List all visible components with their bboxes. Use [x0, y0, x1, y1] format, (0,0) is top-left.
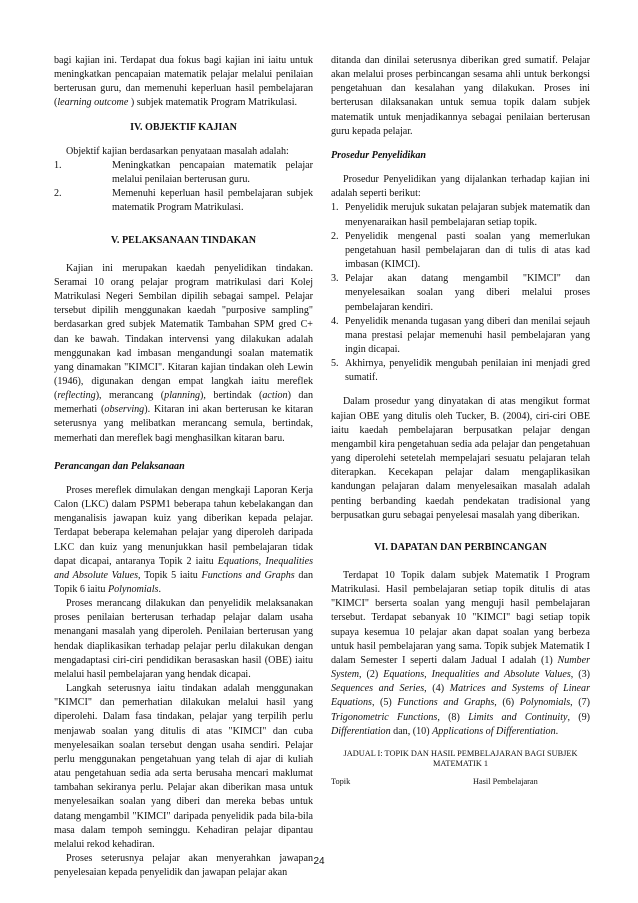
list-item-number: 5.: [331, 358, 339, 370]
list-item-text: Penyelidik merujuk sukatan pelajaran subjek matematik dan menyenaraikan hasil pembelajaran setiap topik.: [345, 202, 590, 228]
prosedur-list: [331, 201, 590, 385]
prosedur-discussion: Dalam prosedur yang dinyatakan di atas mengikut format kajian OBE yang ditulis oleh Tucker, B. (2004), ciri-ciri OBE iaitu kaedah pembelajaran berpusatkan pelajar dengan mengambil kira pengetahuan sedia ada pelajar dan pengetahuan yang diperolehi setetelah mempelajari sesuatu pelajaran telah diterapkan. Kecekapan pelajar dalam mengaplikasikan kandungan pelajaran dalam menyelesaikan masalah adalah penting berbanding kaedah pendekatan tradisional yang berpusatkan guru sebagai penyelesai masalah yang diberikan.: [331, 396, 590, 521]
objektif-intro: Objektif kajian berdasarkan penyataan masalah adalah:: [66, 145, 289, 157]
table-header-row: [331, 775, 590, 789]
subheading-prosedur: Prosedur Penyelidikan: [331, 149, 427, 161]
list-item: [331, 230, 590, 272]
table-header-hasil: Hasil Pembelajaran: [473, 776, 538, 786]
objektif-list: [54, 159, 313, 216]
list-item-text: Penyelidik menanda tugasan yang diberi dan menilai sejauh mana prestasi pelajar memenuhi hasil pembelajaran yang ingin dicapai.: [345, 315, 590, 355]
list-item: [331, 272, 590, 314]
perancangan-paragraph-1: Proses mereflek dimulakan dengan mengkaji Laporan Kerja Calon (LKC) dalam PSPM1 beberapa tahun kebelakangan dan menganalisis jawapan kuiz yang diberikan kepada pelajar. Terdapat beberapa kelemahan pelajar yang diperoleh daripada LKC dan kuiz yang menunjukkan hasil pembelajaran tidak dapat dicapai, antaranya Topik 2 iaitu Equations, Inequalities and Absolute Values, Topik 5 iaitu Functions and Graphs dan Topik 6 iaitu Polynomials.: [54, 484, 314, 595]
list-item-number: 1.: [331, 202, 339, 214]
list-item-number: 4.: [331, 315, 339, 327]
list-item-text: Memenuhi keperluan hasil pembelajaran subjek matematik Program Matrikulasi.: [112, 188, 313, 214]
section-heading-dapatan: VI. DAPATAN DAN PERBINCANGAN: [374, 541, 547, 553]
perancangan-paragraph-2: Proses merancang dilakukan dan penyelidik melaksanakan proses penilaian berterusan terhadap pelajar dalam usaha menangani masalah yang diperoleh. Penilaian berterusan yang hendak diaplikasikan terhadap pelajar perlu dilakukan dengan mengadaptasi ciri-ciri pendidikan berasaskan hasil (OBE) iaitu melalui hasil pembelajaran yang hendak dicapai.: [54, 598, 313, 680]
pelaksanaan-paragraph: Kajian ini merupakan kaedah penyelidikan tindakan. Seramai 10 orang pelajar program matrikulasi dari Kolej Matrikulasi Negeri Sembilan dipilih sebagai sampel. Pelajar tersebut dipilih menggunakan kaedah "purposive sampling" berdasarkan gred subjek Matematik Tambahan SPM gred C+ dan ke bawah. Tindakan intervensi yang dilakukan adalah menggunakan kad imbasan mengandungi soalan matematik yang dinamakan "KIMCI". Kitaran kajian tindakan oleh Lewin (1946), digunakan dengan empat langkah iaitu mereflek (reflecting), merancang (planning), bertindak (action) dan memerhati (observing). Kitaran ini akan berterusan ke kitaran seterusnya yang melibatkan merancang semula, bertindak, memerhati dan mereflek bagi menghasilkan kitaran baru.: [54, 262, 314, 444]
list-item-number: 3.: [331, 273, 339, 285]
section-heading-pelaksanaan: V. PELAKSANAAN TINDAKAN: [110, 234, 257, 246]
list-item-number: 2.: [331, 230, 339, 242]
prosedur-intro: Prosedur Penyelidikan yang dijalankan terhadap kajian ini adalah seperti berikut:: [331, 174, 590, 200]
right-column: [331, 54, 590, 789]
list-item: [331, 315, 590, 357]
list-item-text: Penyelidik mengenal pasti soalan yang memerlukan pengetahuan hasil pembelajaran dan di tulis di atas kad imbasan (KIMCI).: [345, 230, 590, 271]
table-title: JADUAL I: TOPIK DAN HASIL PEMBELAJARAN BAGI SUBJEK MATEMATIK 1: [343, 748, 578, 768]
perancangan-paragraph-4: Proses seterusnya pelajar akan menyerahkan jawapan penyelesaian kepada penyelidik dan jawapan pelajar akan: [54, 852, 313, 879]
list-item-text: Pelajar akan datang mengambil "KIMCI" dan menyelesaikan soalan yang diberi melalui proses pembelajaran kendiri.: [345, 273, 590, 313]
intro-paragraph: bagi kajian ini. Terdapat dua fokus bagi kajian ini iaitu untuk meningkatkan pencapaian matematik pelajar melalui penilaian berterusan guru, dan memenuhi keperluan hasil pembelajaran (learning outcome ) subjek matematik Program Matrikulasi.: [54, 55, 313, 109]
list-item-number: 2.: [54, 188, 62, 200]
subheading-perancangan: Perancangan dan Pelaksanaan: [54, 460, 185, 472]
list-item-text: Akhirnya, penyelidik mengubah penilaian ini menjadi gred sumatif.: [345, 358, 590, 384]
list-item: [54, 159, 313, 187]
perancangan-paragraph-3: Langkah seterusnya iaitu tindakan adalah menggunakan "KIMCI" dan pemerhatian dilakukan melalui hasil yang diperolehi. Dalam fasa tindakan, pelajar yang terpilih perlu menjawab soalan yang ditulis di atas "KIMCI" dan cuba menyelesaikan soalan tersebut dengan usaha sendiri. Pelajar perlu menggunakan pengetahuan yang telah di ajar di kuliah atau pengetahuan sedia ada serta berusaha mencari maklumat tambahan sekiranya perlu. Pelajar akan diberikan masa untuk menyelesaikan soalan yang diberi dan mereka bebas untuk datang mengambil "KIMCI" daripada penyelidik pada bila-bila masa dalam tempoh seminggu. Kehadiran pelajar dipantau melalui rekod kehadiran.: [54, 683, 313, 850]
page-number: 24: [313, 856, 325, 867]
dapatan-paragraph: Terdapat 10 Topik dalam subjek Matematik I Program Matrikulasi. Hasil pembelajaran setiap topik ditulis di atas "KIMCI" berserta soalan yang menguji hasil pembelajaran tersebut. Terdapat sebanyak 10 "KIMCI" bagi setiap topik supaya kesemua 10 pelajar akan dapat soalan yang berbeza untuk hasil pembelajaran yang sama. Topik subjek Matematik I dalam Semester I seperti dalam Jadual I adalah (1) Number System, (2) Equations, Inequalities and Absolute Values, (3) Sequences and Series, (4) Matrices and Systems of Linear Equations, (5) Functions and Graphs, (6) Polynomials, (7) Trigonometric Functions, (8) Limits and Continuity, (9) Differentiation dan, (10) Applications of Differentiation.: [331, 570, 591, 737]
section-heading-objektif: IV. OBJEKTIF KAJIAN: [130, 121, 237, 133]
list-item: [331, 201, 590, 229]
left-column: [54, 54, 313, 880]
list-item: [54, 187, 313, 215]
list-item: [331, 357, 590, 385]
continuation-paragraph: ditanda dan dinilai seterusnya diberikan gred sumatif. Pelajar akan melalui proses perbincangan sesama ahli untuk berkongsi pengetahuan dan kesalahan yang dilakukan. Proses ini berterusan dilaksanakan untuk semua topik dalam subjek matematik untuk menjadikannya sebagai penilaian berterusan guru kepada pelajar.: [331, 55, 590, 137]
table-header-topik: Topik: [331, 776, 351, 786]
list-item-number: 1.: [54, 159, 62, 171]
list-item-text: Meningkatkan pencapaian matematik pelajar melalui penilaian berterusan guru.: [112, 159, 313, 186]
